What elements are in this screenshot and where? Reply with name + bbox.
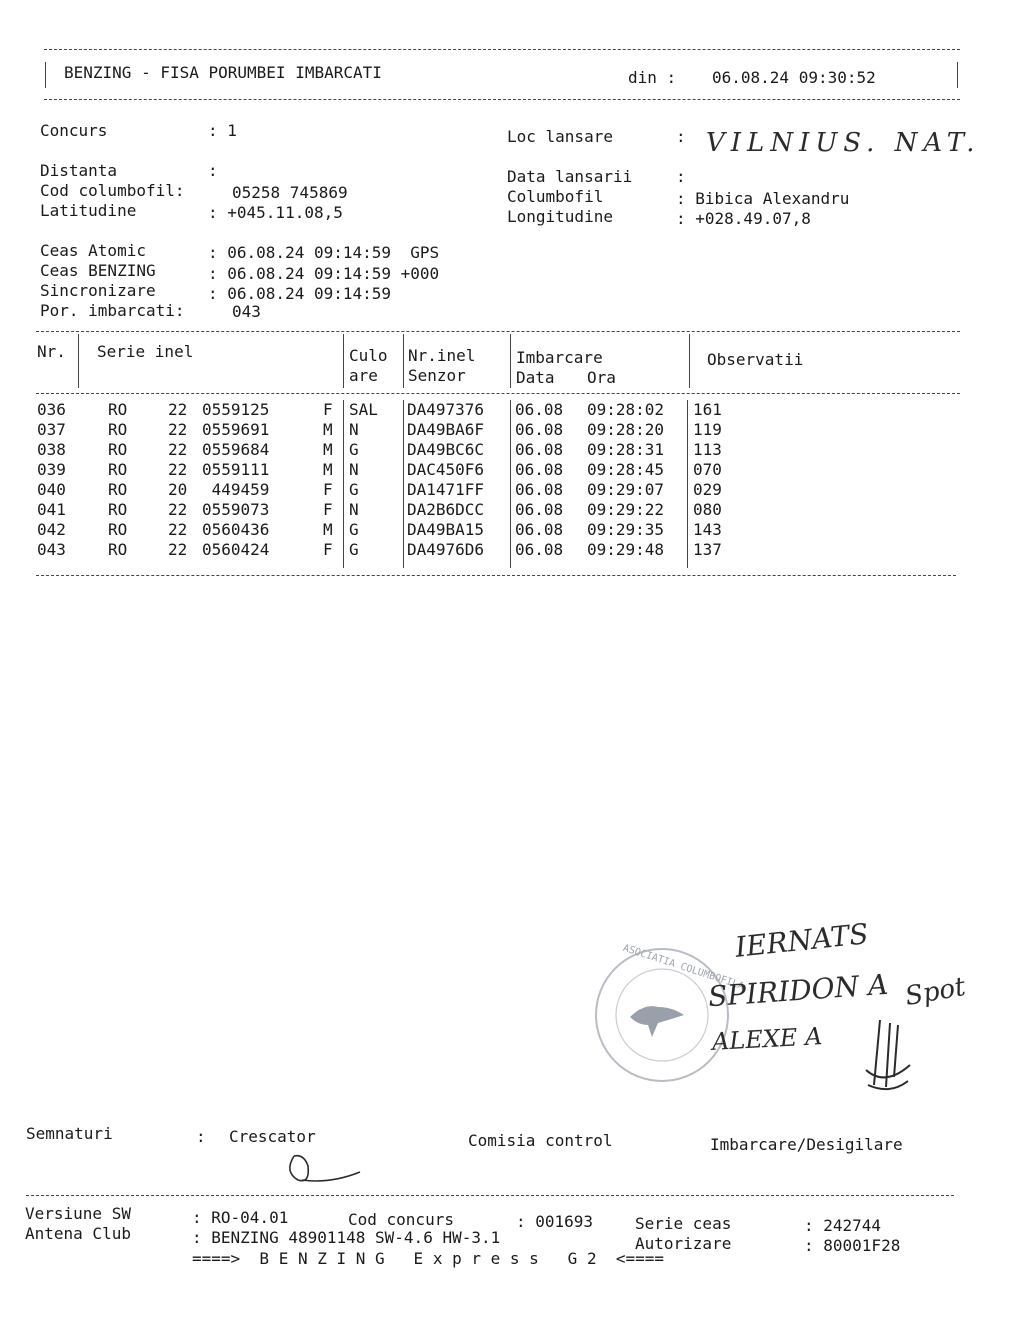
cell-tara: RO [108, 520, 128, 539]
cell-sex: F [323, 400, 333, 419]
cell-sex: M [323, 460, 333, 479]
cell-data: 06.08 [515, 420, 564, 439]
por-imbarcati-label: Por. imbarcati: [40, 301, 185, 320]
cell-inel: 0560424 [202, 540, 270, 559]
cell-nr: 039 [37, 460, 66, 479]
header-culoare-2: are [349, 366, 378, 385]
cell-obs: 161 [693, 400, 722, 419]
cell-senzor: DA497376 [407, 400, 485, 419]
cell-nr: 041 [37, 500, 66, 519]
header-observatii: Observatii [707, 350, 804, 369]
serie-ceas-label: Serie ceas [635, 1214, 732, 1233]
header-culoare-1: Culo [349, 346, 388, 365]
cell-nr: 038 [37, 440, 66, 459]
cell-inel: 0559691 [202, 420, 270, 439]
din-value: 06.08.24 09:30:52 [712, 68, 876, 87]
cell-tara: RO [108, 500, 128, 519]
cell-senzor: DA2B6DCC [407, 500, 485, 519]
imbarcare-desigilare-label: Imbarcare/Desigilare [710, 1135, 903, 1154]
cell-obs: 029 [693, 480, 722, 499]
cell-tara: RO [108, 460, 128, 479]
cell-tara: RO [108, 400, 128, 419]
header-right-border [957, 62, 958, 88]
ceas-atomic-label: Ceas Atomic [40, 241, 146, 260]
cell-an: 22 [168, 460, 188, 479]
cell-senzor: DAC450F6 [407, 460, 485, 479]
semnaturi-sep: : [196, 1127, 206, 1146]
cell-obs: 119 [693, 420, 722, 439]
table-row [0, 500, 1024, 520]
cell-obs: 080 [693, 500, 722, 519]
cell-senzor: DA49BA6F [407, 420, 485, 439]
header-imbarcare: Imbarcare [516, 348, 603, 367]
cell-senzor: DA49BC6C [407, 440, 485, 459]
cell-sex: F [323, 480, 333, 499]
table-divider [510, 334, 511, 388]
cell-tara: RO [108, 440, 128, 459]
header-left-border [45, 62, 46, 88]
loc-lansare-sep: : [676, 127, 686, 146]
cell-an: 22 [168, 540, 188, 559]
table-bottom-border [36, 575, 956, 576]
cell-culoare: N [349, 500, 359, 519]
ceas-benzing-label: Ceas BENZING [40, 261, 156, 280]
latitudine-label: Latitudine [40, 201, 137, 220]
antena-value: : BENZING 48901148 SW-4.6 HW-3.1 [192, 1228, 501, 1247]
cod-concurs-label: Cod concurs [348, 1210, 454, 1229]
cod-columbofil-value: 05258 745869 [232, 183, 348, 202]
sincronizare-value: : 06.08.24 09:14:59 [208, 284, 392, 303]
header-imbarcare-data: Data [516, 368, 555, 387]
cod-concurs-value: : 001693 [516, 1212, 594, 1231]
cell-sex: M [323, 440, 333, 459]
handwritten-signature-icon [860, 1015, 920, 1095]
cell-data: 06.08 [515, 440, 564, 459]
document-title: BENZING - FISA PORUMBEI IMBARCATI [64, 63, 382, 82]
cell-culoare: G [349, 520, 359, 539]
cell-tara: RO [108, 480, 128, 499]
cell-tara: RO [108, 420, 128, 439]
latitudine-value: : +045.11.08,5 [208, 203, 343, 222]
table-row [0, 520, 1024, 540]
header-nr-inel-2: Senzor [408, 366, 466, 385]
cell-nr: 043 [37, 540, 66, 559]
cell-data: 06.08 [515, 400, 564, 419]
cell-obs: 143 [693, 520, 722, 539]
cell-ora: 09:29:22 [587, 500, 665, 519]
comisia-label: Comisia control [468, 1131, 613, 1150]
cell-nr: 036 [37, 400, 66, 419]
cell-obs: 113 [693, 440, 722, 459]
header-serie-inel: Serie inel [97, 342, 194, 361]
crescator-label: Crescator [229, 1127, 316, 1146]
versiune-value: : RO-04.01 [192, 1208, 289, 1227]
loc-lansare-value: VILNIUS. NAT. [706, 128, 981, 158]
table-row [0, 480, 1024, 500]
crescator-signature-icon [280, 1150, 370, 1190]
cell-inel: 449459 [202, 480, 270, 499]
table-divider [689, 334, 690, 388]
cell-nr: 042 [37, 520, 66, 539]
cell-senzor: DA4976D6 [407, 540, 485, 559]
data-lansarii-value: : [676, 167, 686, 186]
distanta-label: Distanta [40, 161, 118, 180]
cell-data: 06.08 [515, 540, 564, 559]
cell-inel: 0559111 [202, 460, 270, 479]
cell-inel: 0559125 [202, 400, 270, 419]
handwritten-note-3: ALEXE A [711, 1022, 824, 1056]
cell-ora: 09:28:02 [587, 400, 665, 419]
handwritten-mark: Spot [902, 971, 968, 1013]
cell-obs: 070 [693, 460, 722, 479]
cell-obs: 137 [693, 540, 722, 559]
cell-culoare: G [349, 440, 359, 459]
semnaturi-label: Semnaturi [26, 1124, 113, 1143]
por-imbarcati-value: 043 [232, 302, 261, 321]
cell-an: 22 [168, 420, 188, 439]
antena-label: Antena Club [25, 1224, 131, 1243]
table-row [0, 540, 1024, 560]
table-divider [403, 334, 404, 388]
versiune-label: Versiune SW [25, 1204, 131, 1223]
cell-inel: 0559684 [202, 440, 270, 459]
cell-culoare: G [349, 540, 359, 559]
distanta-value: : [208, 161, 218, 180]
longitudine-value: : +028.49.07,8 [676, 209, 811, 228]
cell-culoare: G [349, 480, 359, 499]
cell-culoare: N [349, 420, 359, 439]
cell-ora: 09:28:20 [587, 420, 665, 439]
cell-sex: F [323, 500, 333, 519]
cell-inel: 0560436 [202, 520, 270, 539]
cell-nr: 040 [37, 480, 66, 499]
din-label: din : [628, 68, 677, 87]
header-bottom-border [44, 99, 960, 100]
columbofil-label: Columbofil [507, 187, 604, 206]
cell-an: 22 [168, 500, 188, 519]
cell-an: 22 [168, 520, 188, 539]
table-top-border [36, 331, 960, 332]
cell-culoare: N [349, 460, 359, 479]
cell-senzor: DA49BA15 [407, 520, 485, 539]
cell-senzor: DA1471FF [407, 480, 485, 499]
header-nr: Nr. [37, 342, 66, 361]
table-row [0, 440, 1024, 460]
handwritten-note-2: SPIRIDON A [707, 967, 890, 1014]
stamp-text: ASOCIATIA COLUMBOFILA [621, 942, 746, 993]
cell-tara: RO [108, 540, 128, 559]
cell-ora: 09:29:48 [587, 540, 665, 559]
cell-ora: 09:29:35 [587, 520, 665, 539]
cod-columbofil-label: Cod columbofil: [40, 181, 185, 200]
cell-sex: F [323, 540, 333, 559]
cell-sex: M [323, 420, 333, 439]
table-divider [343, 334, 344, 388]
serie-ceas-value: : 242744 [804, 1216, 882, 1235]
header-nr-inel-1: Nr.inel [408, 346, 476, 365]
table-row [0, 460, 1024, 480]
cell-culoare: SAL [349, 400, 378, 419]
header-imbarcare-ora: Ora [587, 368, 616, 387]
table-divider [78, 334, 79, 388]
table-row [0, 420, 1024, 440]
cell-nr: 037 [37, 420, 66, 439]
footer-top-border [26, 1195, 954, 1196]
cell-an: 22 [168, 400, 188, 419]
ceas-atomic-value: : 06.08.24 09:14:59 GPS [208, 243, 440, 262]
ceas-benzing-value: : 06.08.24 09:14:59 +000 [208, 264, 440, 283]
autorizare-label: Autorizare [635, 1234, 732, 1253]
table-row [0, 400, 1024, 420]
cell-inel: 0559073 [202, 500, 270, 519]
longitudine-label: Longitudine [507, 207, 613, 226]
loc-lansare-label: Loc lansare [507, 127, 613, 146]
cell-data: 06.08 [515, 520, 564, 539]
handwritten-note-1: IERNATS [733, 917, 870, 964]
cell-sex: M [323, 520, 333, 539]
cell-ora: 09:28:31 [587, 440, 665, 459]
table-header-border [36, 393, 960, 394]
concurs-label: Concurs [40, 121, 108, 140]
cell-an: 20 [168, 480, 188, 499]
footer-banner: ====> B E N Z I N G E x p r e s s G 2 <==== [192, 1249, 665, 1268]
concurs-value: : 1 [208, 121, 237, 140]
cell-an: 22 [168, 440, 188, 459]
header-top-border [44, 49, 960, 50]
cell-ora: 09:28:45 [587, 460, 665, 479]
cell-ora: 09:29:07 [587, 480, 665, 499]
data-lansarii-label: Data lansarii [507, 167, 633, 186]
columbofil-value: : Bibica Alexandru [676, 189, 850, 208]
cell-data: 06.08 [515, 500, 564, 519]
cell-data: 06.08 [515, 460, 564, 479]
autorizare-value: : 80001F28 [804, 1236, 901, 1255]
cell-data: 06.08 [515, 480, 564, 499]
sincronizare-label: Sincronizare [40, 281, 156, 300]
